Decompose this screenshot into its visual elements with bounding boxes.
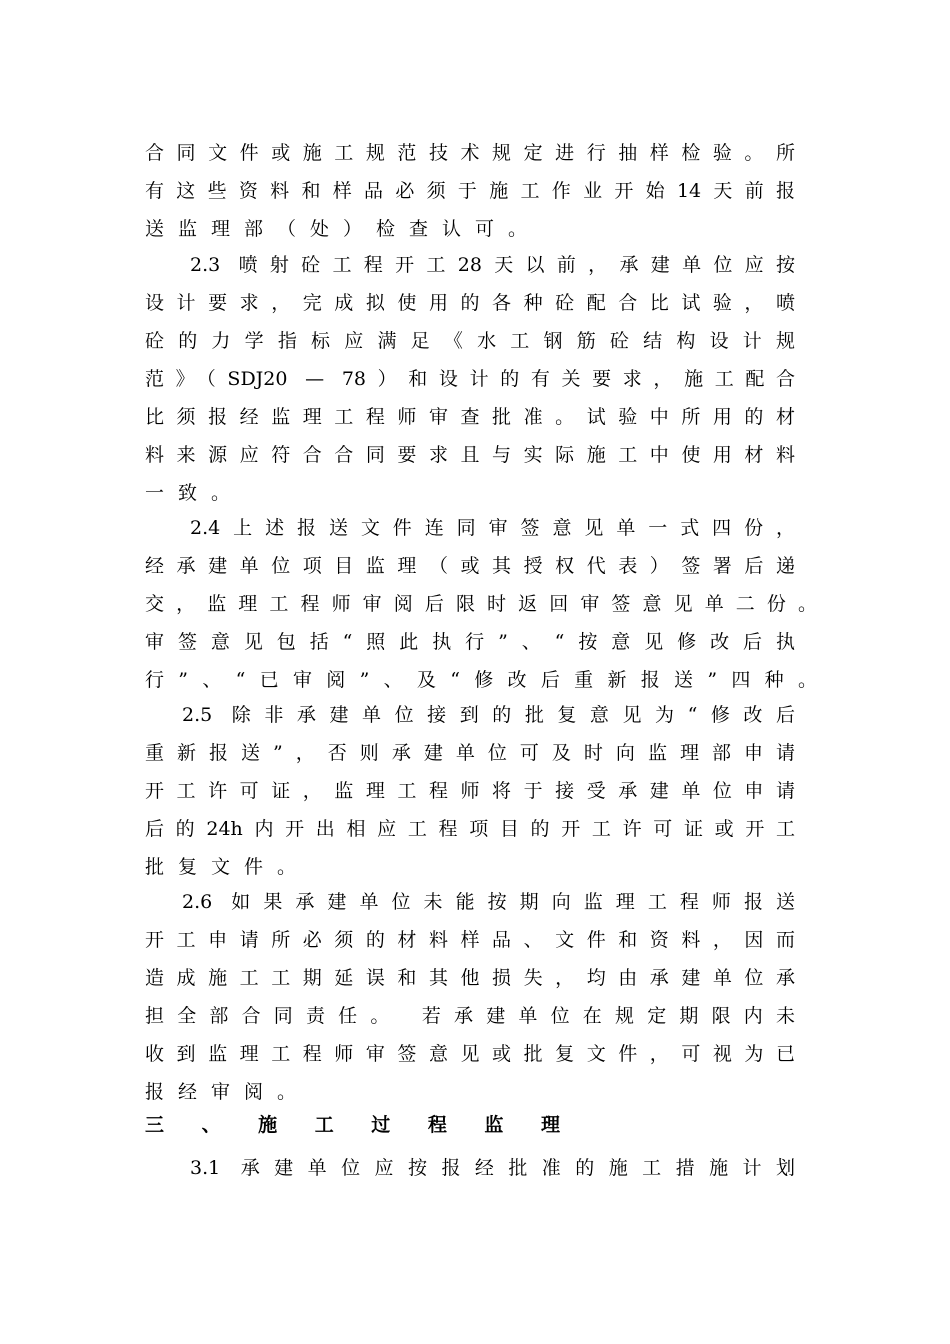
body-text-line: 合同文件或施工规范技术规定进行抽样检验。所: [145, 142, 795, 164]
paragraph-2-5-start: 2.5 除非承建单位接到的批复意见为“修改后: [182, 704, 795, 726]
body-text-line: 担全部合同责任。 若承建单位在规定期限内未: [145, 1005, 795, 1027]
body-text-line: 开工许可证，监理工程师将于接受承建单位申请: [145, 780, 795, 802]
section-heading: 三、施工过程监理: [145, 1114, 560, 1136]
body-text-line: 审签意见包括“照此执行”、“按意见修改后执: [145, 631, 795, 653]
body-text-line: 后的24h内开出相应工程项目的开工许可证或开工: [145, 818, 795, 840]
body-text-line: 重新报送”，否则承建单位可及时向监理部申请: [145, 742, 795, 764]
paragraph-3-1-start: 3.1 承建单位应按报经批准的施工措施计划: [190, 1157, 795, 1179]
body-text-line: 报经审阅。: [145, 1081, 311, 1103]
body-text-line: 行”、“已审阅”、及“修改后重新报送”四种。: [145, 669, 817, 691]
body-text-line: 范》（SDJ20 — 78）和设计的有关要求，施工配合: [145, 368, 795, 390]
paragraph-2-6-start: 2.6 如果承建单位未能按期向监理工程师报送: [182, 891, 795, 913]
body-text-line: 造成施工工期延误和其他损失，均由承建单位承: [145, 967, 795, 989]
body-text-line: 料来源应符合合同要求且与实际施工中使用材料: [145, 444, 795, 466]
body-text-line: 砼的力学指标应满足《水工钢筋砼结构设计规: [145, 330, 795, 352]
body-text-line: 有这些资料和样品必须于施工作业开始14天前报: [145, 180, 795, 202]
body-text-line: 交，监理工程师审阅后限时返回审签意见单二份。: [145, 593, 817, 615]
body-text-line: 开工申请所必须的材料样品、文件和资料，因而: [145, 929, 795, 951]
body-text-line: 一致。: [145, 482, 245, 504]
paragraph-2-3-start: 2.3 喷射砼工程开工28天以前，承建单位应按: [190, 254, 795, 276]
body-text-line: 批复文件。: [145, 856, 311, 878]
body-text-line: 送监理部（处）检查认可。: [145, 218, 542, 240]
body-text-line: 比须报经监理工程师审查批准。试验中所用的材: [145, 406, 795, 428]
paragraph-2-4-start: 2.4上述报送文件连同审签意见单一式四份，: [190, 517, 795, 539]
body-text-line: 设计要求，完成拟使用的各种砼配合比试验，喷: [145, 292, 795, 314]
body-text-line: 收到监理工程师审签意见或批复文件，可视为已: [145, 1043, 795, 1065]
body-text-line: 经承建单位项目监理（或其授权代表）签署后递: [145, 555, 795, 577]
